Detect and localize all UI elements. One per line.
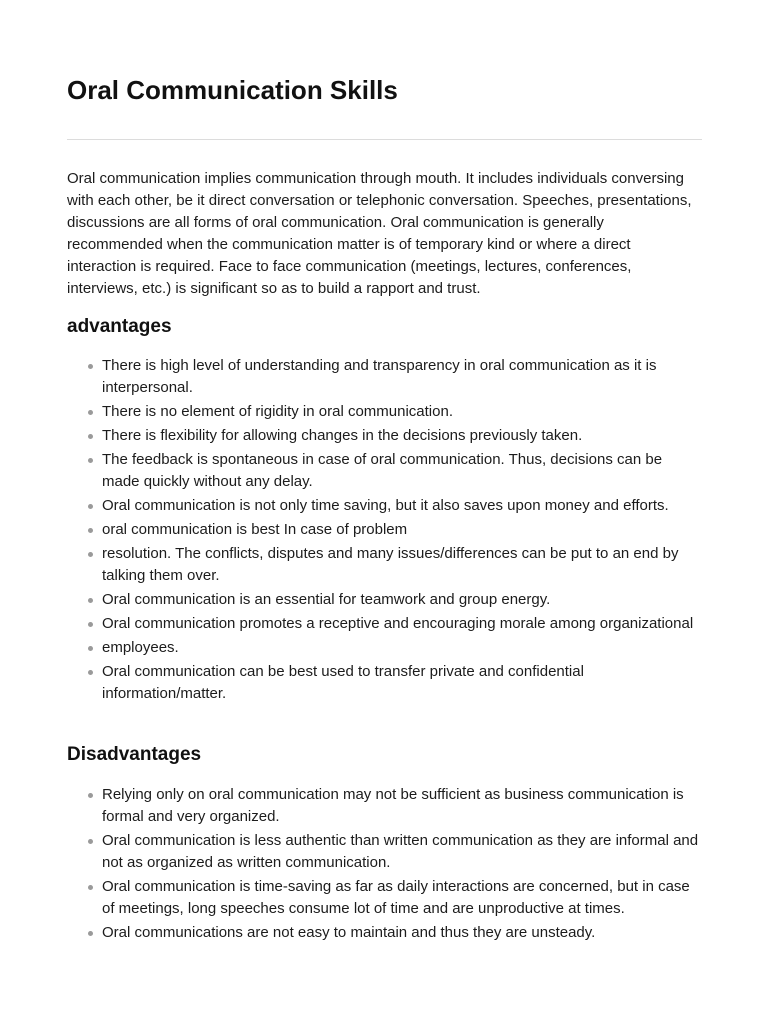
bullet-icon xyxy=(88,364,93,369)
list-item-text: Oral communication promotes a receptive and encouraging morale among organizational xyxy=(102,615,694,632)
advantages-heading: advantages xyxy=(67,316,172,337)
list-item-text: oral communication is best In case of problem xyxy=(102,521,408,538)
bullet-icon xyxy=(88,670,93,675)
bullet-icon xyxy=(88,410,93,415)
bullet-icon xyxy=(88,528,93,533)
list-item xyxy=(67,425,702,447)
title-divider xyxy=(67,139,702,140)
list-item xyxy=(67,355,702,399)
list-item xyxy=(67,543,702,587)
list-item-text: Oral communication is less authentic than written communication as they are informal and not as organized as written communication. xyxy=(102,832,699,871)
list-item-text: There is flexibility for allowing changes in the decisions previously taken. xyxy=(102,427,583,444)
list-item xyxy=(67,784,702,828)
bullet-icon xyxy=(88,552,93,557)
list-item xyxy=(67,519,702,541)
list-item-text: employees. xyxy=(102,639,179,656)
list-item-text: Oral communication is not only time saving, but it also saves upon money and efforts. xyxy=(102,497,669,514)
list-item xyxy=(67,589,702,611)
bullet-icon xyxy=(88,793,93,798)
bullet-icon xyxy=(88,931,93,936)
list-item-text: resolution. The conflicts, disputes and many issues/differences can be put to an end by talking them over. xyxy=(102,545,679,584)
list-item xyxy=(67,830,702,874)
disadvantages-list xyxy=(67,784,702,946)
disadvantages-heading: Disadvantages xyxy=(67,744,202,765)
bullet-icon xyxy=(88,598,93,603)
list-item-text: The feedback is spontaneous in case of oral communication. Thus, decisions can be made quickly without any delay. xyxy=(102,451,663,490)
intro-paragraph: Oral communication implies communication through mouth. It includes individuals conversing with each other, be it direct conversation or telephonic conversation. Speeches, presentations, discussions are all forms of oral communication. Oral communication is generally recommended when the communication matter is of temporary kind or where a direct interaction is required. Face to face communication (meetings, lectures, conferences, interviews, etc.) is significant so as to build a rapport and trust. xyxy=(67,170,692,297)
bullet-icon xyxy=(88,622,93,627)
list-item xyxy=(67,449,702,493)
list-item xyxy=(67,401,702,423)
bullet-icon xyxy=(88,646,93,651)
list-item xyxy=(67,661,702,705)
list-item-text: Oral communication is an essential for teamwork and group energy. xyxy=(102,591,551,608)
list-item xyxy=(67,613,702,635)
bullet-icon xyxy=(88,839,93,844)
list-item-text: Oral communication is time-saving as far as daily interactions are concerned, but in case of meetings, long speeches consume lot of time and are unproductive at times. xyxy=(102,878,690,917)
bullet-icon xyxy=(88,504,93,509)
list-item-text: Relying only on oral communication may not be sufficient as business communication is formal and very organized. xyxy=(102,786,684,825)
list-item xyxy=(67,922,702,944)
page-title: Oral Communication Skills xyxy=(67,75,398,105)
list-item-text: Oral communication can be best used to transfer private and confidential information/matter. xyxy=(102,663,584,702)
list-item xyxy=(67,637,702,659)
list-item-text: Oral communications are not easy to maintain and thus they are unsteady. xyxy=(102,924,596,941)
advantages-list xyxy=(67,355,702,707)
list-item xyxy=(67,495,702,517)
bullet-icon xyxy=(88,885,93,890)
list-item-text: There is no element of rigidity in oral communication. xyxy=(102,403,453,420)
list-item xyxy=(67,876,702,920)
bullet-icon xyxy=(88,458,93,463)
list-item-text: There is high level of understanding and transparency in oral communication as it is interpersonal. xyxy=(102,357,657,396)
bullet-icon xyxy=(88,434,93,439)
